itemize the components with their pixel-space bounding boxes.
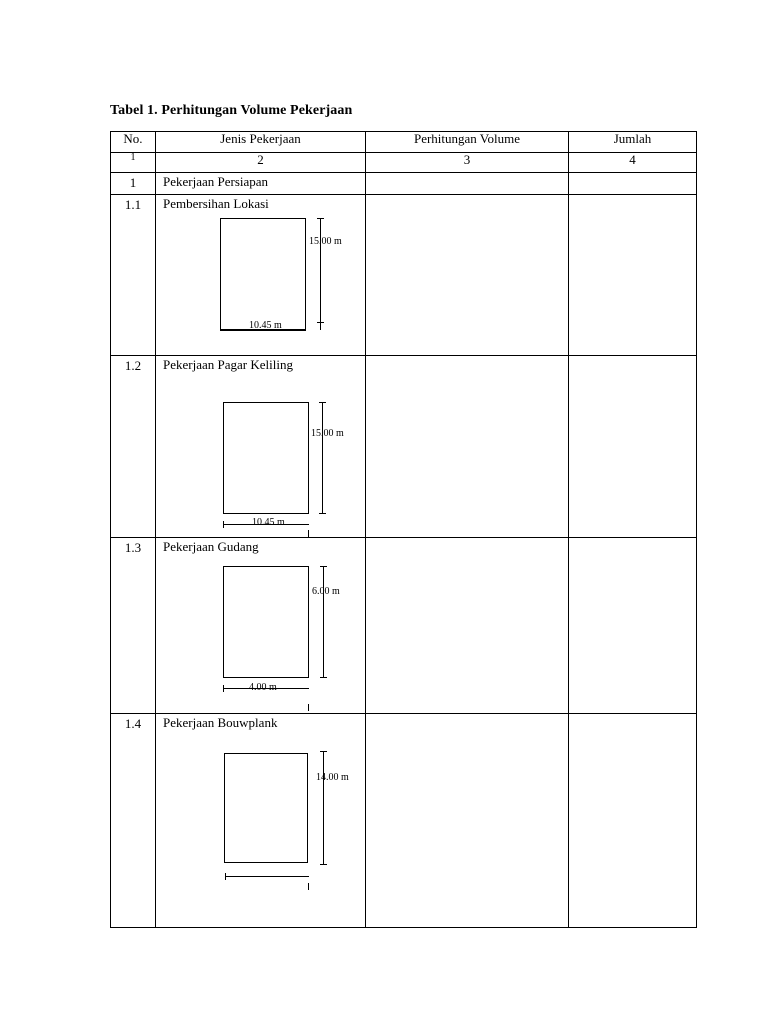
height-dimension-label: 15.00 m [309, 236, 342, 247]
width-dimension-line [225, 876, 309, 877]
item-jumlah-cell [569, 538, 697, 714]
item-no [111, 195, 156, 356]
column-number-row [111, 153, 697, 173]
column-number-2: 2 [156, 153, 366, 173]
item-label: Pekerjaan Gudang [163, 539, 259, 554]
work-drawing [156, 714, 365, 927]
item-volume-cell [366, 356, 569, 538]
item-jumlah-cell [569, 714, 697, 928]
plan-rectangle [223, 402, 309, 514]
width-dimension-label: 10.45 m [252, 517, 285, 528]
table-caption: Tabel 1. Perhitungan Volume Pekerjaan [110, 103, 353, 118]
width-dimension-label: 4.00 m [249, 682, 277, 693]
height-dimension-label: 6.00 m [312, 586, 340, 597]
section-no [111, 173, 156, 195]
work-drawing [156, 538, 365, 713]
table-header-row [111, 132, 697, 153]
item-work-cell [156, 356, 366, 538]
dimension-tick [223, 521, 224, 528]
dimension-tick [320, 751, 327, 752]
dimension-tick [308, 530, 309, 537]
section-label: Pekerjaan Persiapan [156, 173, 366, 195]
column-number-3: 3 [366, 153, 569, 173]
dimension-tick [319, 513, 326, 514]
item-volume-cell [366, 714, 569, 928]
work-drawing [156, 195, 365, 355]
item-work-cell [156, 195, 366, 356]
item-no-text: 1.4 [124, 716, 142, 731]
header-no: No. [111, 132, 156, 153]
width-dimension-label: 10.45 m [249, 320, 282, 331]
column-number-4: 4 [569, 153, 697, 173]
header-jenis-pekerjaan: Jenis Pekerjaan [156, 132, 366, 153]
item-no [111, 714, 156, 928]
dimension-tick [225, 873, 226, 880]
plan-rectangle [220, 218, 306, 330]
work-drawing [156, 356, 365, 537]
item-label: Pembersihan Lokasi [163, 196, 269, 211]
dimension-tick [320, 566, 327, 567]
height-dimension-line [323, 566, 324, 678]
item-no [111, 356, 156, 538]
height-dimension-line [322, 402, 323, 514]
height-dimension-line [323, 751, 324, 865]
column-number-1: 1 [111, 153, 156, 173]
table-row [111, 356, 697, 538]
dimension-tick [223, 685, 224, 692]
section-jumlah-cell [569, 173, 697, 195]
item-label: Pekerjaan Bouwplank [163, 715, 278, 730]
item-volume-cell [366, 538, 569, 714]
dimension-tick [320, 677, 327, 678]
dimension-tick [308, 704, 309, 711]
plan-rectangle [223, 566, 309, 678]
dimension-tick [319, 402, 326, 403]
table-row [111, 195, 697, 356]
item-work-cell [156, 538, 366, 714]
header-perhitungan-volume: Perhitungan Volume [366, 132, 569, 153]
item-label: Pekerjaan Pagar Keliling [163, 357, 293, 372]
item-no-text: 1.2 [124, 358, 142, 373]
section-volume-cell [366, 173, 569, 195]
volume-table [110, 131, 697, 928]
item-no [111, 538, 156, 714]
dimension-tick [308, 883, 309, 890]
item-no-text: 1.1 [124, 197, 142, 212]
dimension-tick [317, 322, 324, 323]
height-dimension-label: 14.00 m [316, 772, 349, 783]
table-row [111, 714, 697, 928]
item-no-text: 1.3 [124, 540, 142, 555]
item-jumlah-cell [569, 356, 697, 538]
item-volume-cell [366, 195, 569, 356]
item-jumlah-cell [569, 195, 697, 356]
height-dimension-label: 15.00 m [311, 428, 344, 439]
section-no-text: 1 [129, 175, 137, 190]
item-work-cell [156, 714, 366, 928]
table-row [111, 538, 697, 714]
height-dimension-line [320, 218, 321, 330]
dimension-tick [317, 218, 324, 219]
header-jumlah: Jumlah [569, 132, 697, 153]
section-row [111, 173, 697, 195]
plan-rectangle [224, 753, 308, 863]
dimension-tick [320, 864, 327, 865]
